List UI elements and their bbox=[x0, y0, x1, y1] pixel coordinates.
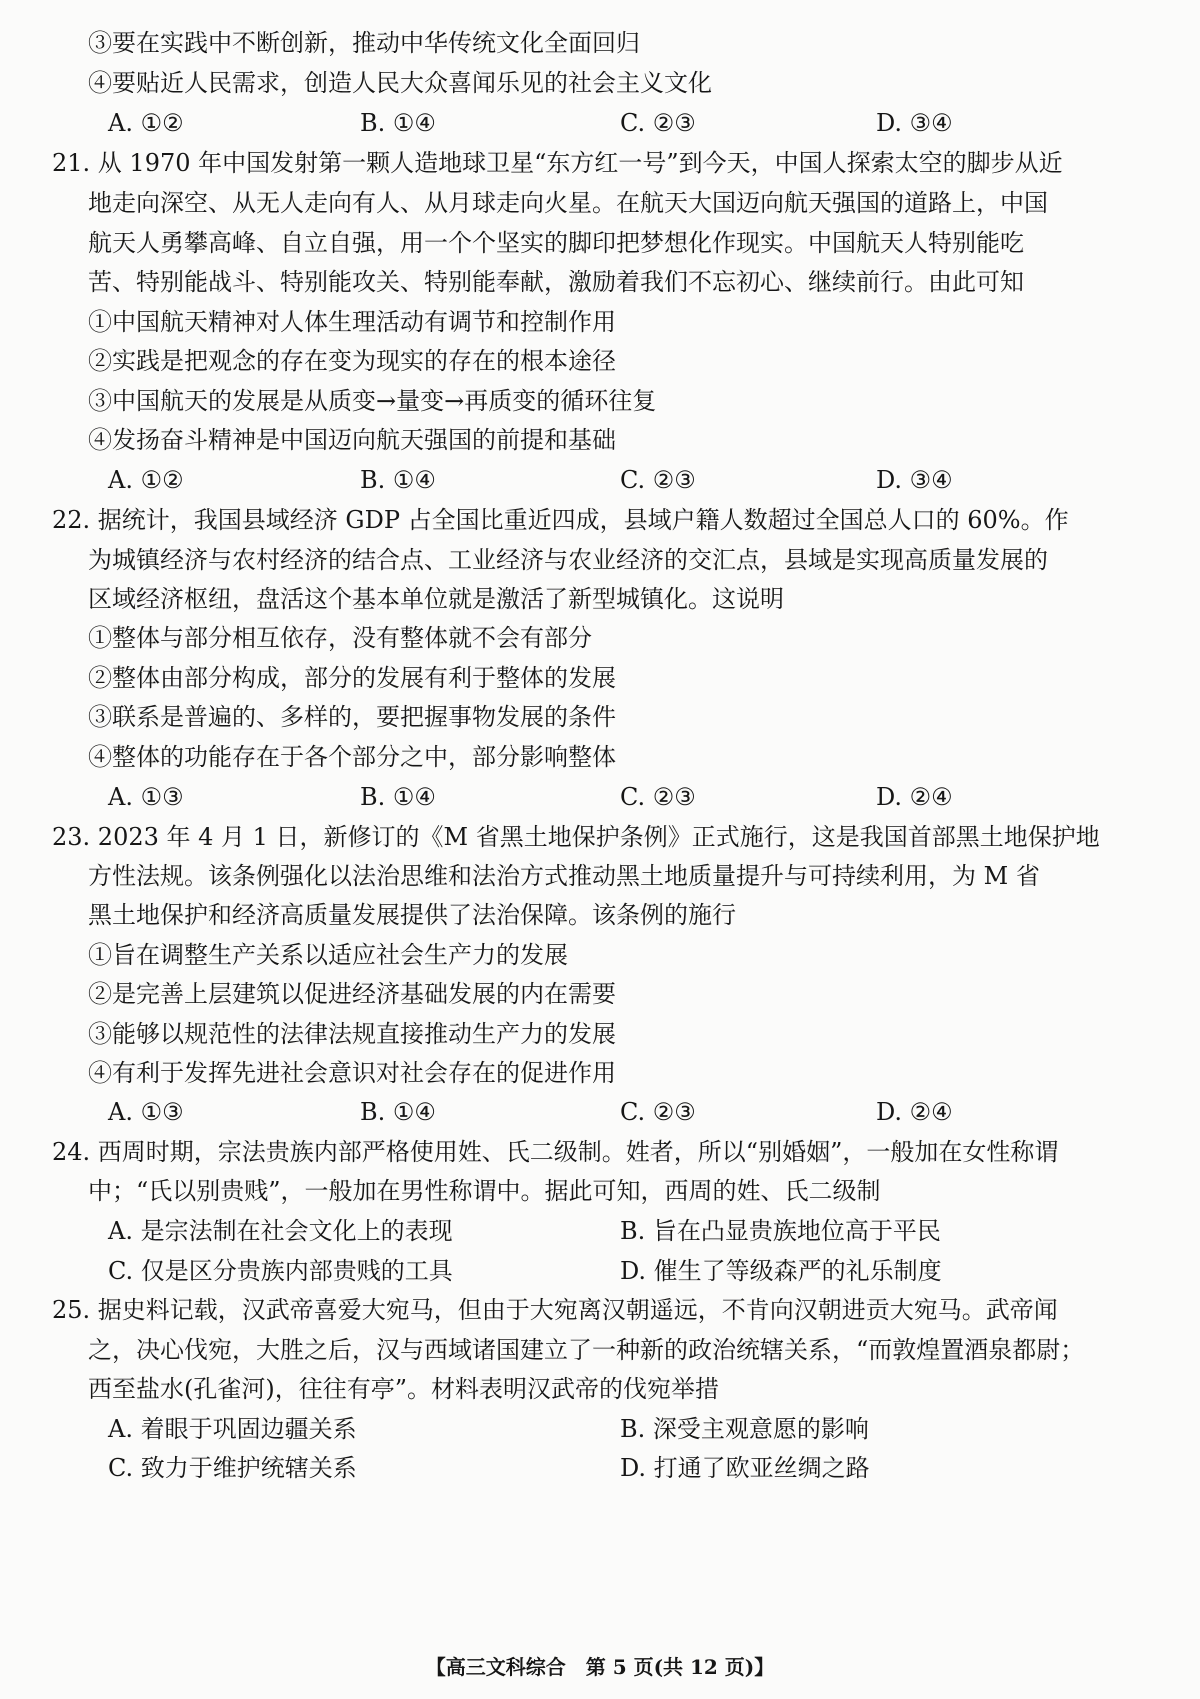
q22-statement-1: ①整体与部分相互依存，没有整体就不会有部分 bbox=[88, 624, 592, 652]
q23-statement-3: ③能够以规范性的法律法规直接推动生产力的发展 bbox=[88, 1020, 616, 1048]
q21-stem-line-4: 苦、特别能战斗、特别能攻关、特别能奉献，激励着我们不忘初心、继续前行。由此可知 bbox=[88, 268, 1024, 296]
q24-option-b[interactable]: B. 旨在凸显贵族地位高于平民 bbox=[620, 1217, 941, 1245]
q22-option-b[interactable]: B. ①④ bbox=[360, 783, 436, 811]
q22-statement-3: ③联系是普遍的、多样的，要把握事物发展的条件 bbox=[88, 703, 616, 731]
q23-option-d[interactable]: D. ②④ bbox=[876, 1098, 953, 1126]
q21-option-b[interactable]: B. ①④ bbox=[360, 466, 436, 494]
q25-stem-line-3: 西至盐水(孔雀河)，往往有亭”。材料表明汉武帝的伐宛举措 bbox=[88, 1375, 719, 1403]
q25-option-a[interactable]: A. 着眼于巩固边疆关系 bbox=[108, 1415, 357, 1443]
q23-stem-line-3: 黑土地保护和经济高质量发展提供了法治保障。该条例的施行 bbox=[88, 901, 736, 929]
q23-statement-4: ④有利于发挥先进社会意识对社会存在的促进作用 bbox=[88, 1059, 616, 1087]
q20-option-b[interactable]: B. ①④ bbox=[360, 109, 436, 137]
q25-option-b[interactable]: B. 深受主观意愿的影响 bbox=[620, 1415, 869, 1443]
q21-statement-2: ②实践是把观念的存在变为现实的存在的根本途径 bbox=[88, 347, 616, 375]
q22-stem-line-3: 区域经济枢纽，盘活这个基本单位就是激活了新型城镇化。这说明 bbox=[88, 585, 784, 613]
q23-statement-1: ①旨在调整生产关系以适应社会生产力的发展 bbox=[88, 941, 568, 969]
q25-stem-line-1: 25. 据史料记载，汉武帝喜爱大宛马，但由于大宛离汉朝遥远，不肯向汉朝进贡大宛马。武帝闻 bbox=[52, 1296, 1058, 1324]
q23-stem-line-2: 方性法规。该条例强化以法治思维和法治方式推动黑土地质量提升与可持续利用，为 M 省 bbox=[88, 862, 1040, 890]
q22-statement-2: ②整体由部分构成，部分的发展有利于整体的发展 bbox=[88, 664, 616, 692]
q20-option-c[interactable]: C. ②③ bbox=[620, 109, 696, 137]
q21-stem-line-3: 航天人勇攀高峰、自立自强，用一个个坚实的脚印把梦想化作现实。中国航天人特别能吃 bbox=[88, 229, 1024, 257]
q22-option-c[interactable]: C. ②③ bbox=[620, 783, 696, 811]
q25-stem-line-2: 之，决心伐宛，大胜之后，汉与西域诸国建立了一种新的政治统辖关系，“而敦煌置酒泉都尉； bbox=[88, 1336, 1085, 1364]
q20-statement-4: ④要贴近人民需求，创造人民大众喜闻乐见的社会主义文化 bbox=[88, 69, 712, 97]
q22-statement-4: ④整体的功能存在于各个部分之中，部分影响整体 bbox=[88, 743, 616, 771]
q21-stem-line-1: 21. 从 1970 年中国发射第一颗人造地球卫星“东方红一号”到今天，中国人探索太空的脚步从近 bbox=[52, 149, 1063, 177]
q21-option-d[interactable]: D. ③④ bbox=[876, 466, 953, 494]
q21-option-a[interactable]: A. ①② bbox=[108, 466, 184, 494]
q21-option-c[interactable]: C. ②③ bbox=[620, 466, 696, 494]
q20-statement-3: ③要在实践中不断创新，推动中华传统文化全面回归 bbox=[88, 29, 640, 57]
q23-stem-line-1: 23. 2023 年 4 月 1 日，新修订的《M 省黑土地保护条例》正式施行，这是我国首部黑土地保护地 bbox=[52, 823, 1100, 851]
q22-option-a[interactable]: A. ①③ bbox=[108, 783, 184, 811]
q22-option-d[interactable]: D. ②④ bbox=[876, 783, 953, 811]
page-footer: 【高三文科综合 第 5 页(共 12 页)】 bbox=[425, 1655, 775, 1679]
q25-option-d[interactable]: D. 打通了欧亚丝绸之路 bbox=[620, 1454, 870, 1482]
q21-statement-3: ③中国航天的发展是从质变→量变→再质变的循环往复 bbox=[88, 387, 657, 415]
q22-stem-line-2: 为城镇经济与农村经济的结合点、工业经济与农业经济的交汇点，县域是实现高质量发展的 bbox=[88, 546, 1048, 574]
q20-option-a[interactable]: A. ①② bbox=[108, 109, 184, 137]
q21-stem-line-2: 地走向深空、从无人走向有人、从月球走向火星。在航天大国迈向航天强国的道路上，中国 bbox=[88, 189, 1048, 217]
q25-option-c[interactable]: C. 致力于维护统辖关系 bbox=[108, 1454, 357, 1482]
q23-statement-2: ②是完善上层建筑以促进经济基础发展的内在需要 bbox=[88, 980, 616, 1008]
q21-statement-1: ①中国航天精神对人体生理活动有调节和控制作用 bbox=[88, 308, 616, 336]
q20-option-d[interactable]: D. ③④ bbox=[876, 109, 953, 137]
q24-stem-line-2: 中；“氏以别贵贱”，一般加在男性称谓中。据此可知，西周的姓、氏二级制 bbox=[88, 1177, 881, 1205]
q23-option-b[interactable]: B. ①④ bbox=[360, 1098, 436, 1126]
q22-stem-line-1: 22. 据统计，我国县域经济 GDP 占全国比重近四成，县域户籍人数超过全国总人口的 60%。作 bbox=[52, 506, 1069, 534]
q24-option-a[interactable]: A. 是宗法制在社会文化上的表现 bbox=[108, 1217, 453, 1245]
q24-stem-line-1: 24. 西周时期，宗法贵族内部严格使用姓、氏二级制。姓者，所以“别婚姻”，一般加在女性称谓 bbox=[52, 1138, 1059, 1166]
q23-option-a[interactable]: A. ①③ bbox=[108, 1098, 184, 1126]
q24-option-c[interactable]: C. 仅是区分贵族内部贵贱的工具 bbox=[108, 1257, 453, 1285]
q23-option-c[interactable]: C. ②③ bbox=[620, 1098, 696, 1126]
q24-option-d[interactable]: D. 催生了等级森严的礼乐制度 bbox=[620, 1257, 942, 1285]
q21-statement-4: ④发扬奋斗精神是中国迈向航天强国的前提和基础 bbox=[88, 426, 616, 454]
